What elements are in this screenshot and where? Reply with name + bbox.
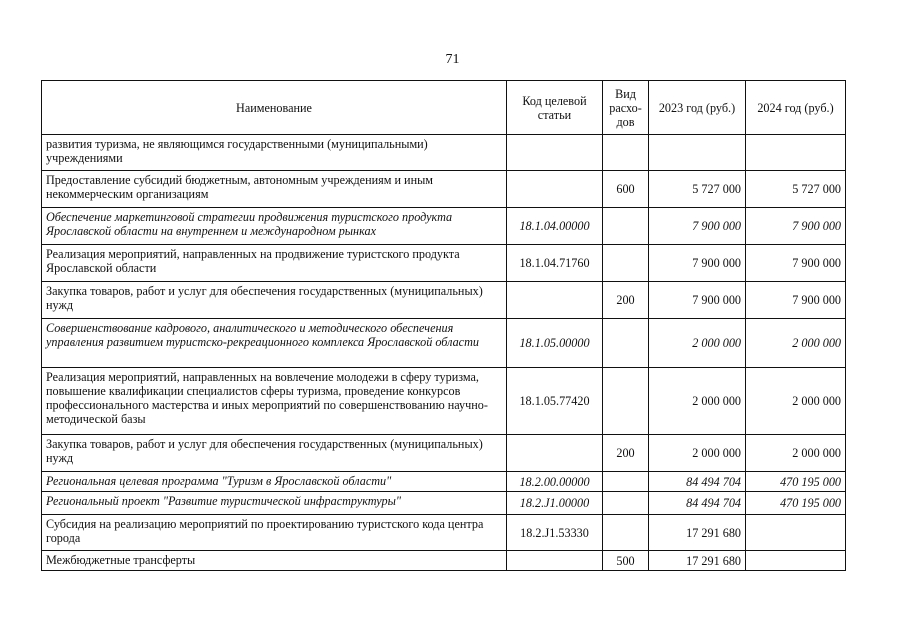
page-number: 71 [445, 52, 460, 67]
row-vid-cell: 600 [603, 171, 649, 208]
row-code-cell: 18.1.04.71760 [507, 245, 603, 282]
row-2023-cell: 2 000 000 [649, 368, 746, 435]
table-row [42, 171, 846, 208]
row-2023-cell [649, 135, 746, 171]
table-body [42, 135, 846, 571]
row-2023-cell: 17 291 680 [649, 551, 746, 571]
row-code-cell [507, 435, 603, 472]
row-vid-cell [603, 245, 649, 282]
row-vid-cell [603, 368, 649, 435]
row-vid-cell [603, 515, 649, 551]
row-name-cell: Межбюджетные трансферты [42, 551, 507, 571]
row-2024-cell [746, 551, 846, 571]
table-row [42, 551, 846, 571]
row-name-cell: Закупка товаров, работ и услуг для обеспечения государственных (муниципальных) нужд [42, 435, 507, 472]
row-vid-cell [603, 472, 649, 492]
table-row [42, 208, 846, 245]
row-code-cell [507, 135, 603, 171]
table-row [42, 319, 846, 368]
row-vid-cell: 200 [603, 435, 649, 472]
row-2024-cell: 470 195 000 [746, 472, 846, 492]
row-name-cell: Предоставление субсидий бюджетным, автономным учреждениям и иным некоммерческим организациям [42, 171, 507, 208]
row-vid-cell [603, 319, 649, 368]
row-code-cell: 18.1.05.00000 [507, 319, 603, 368]
row-code-cell: 18.2.J1.53330 [507, 515, 603, 551]
row-2023-cell: 84 494 704 [649, 472, 746, 492]
row-2023-cell: 2 000 000 [649, 435, 746, 472]
row-2024-cell: 2 000 000 [746, 368, 846, 435]
table-row [42, 515, 846, 551]
table-row [42, 472, 846, 492]
table-row [42, 245, 846, 282]
row-2023-cell: 84 494 704 [649, 492, 746, 515]
row-name-cell: Реализация мероприятий, направленных на продвижение туристского продукта Ярославской области [42, 245, 507, 282]
row-2024-cell: 2 000 000 [746, 319, 846, 368]
header-2024: 2024 год (руб.) [746, 81, 846, 135]
row-2024-cell: 7 900 000 [746, 245, 846, 282]
row-2023-cell: 7 900 000 [649, 282, 746, 319]
row-code-cell [507, 171, 603, 208]
row-2023-cell: 7 900 000 [649, 208, 746, 245]
header-vid: Вид расхо-дов [603, 81, 649, 135]
row-2023-cell: 17 291 680 [649, 515, 746, 551]
row-name-cell: Реализация мероприятий, направленных на вовлечение молодежи в сферу туризма, повышение квалификации специалистов сферы туризма, проведение конкурсов профессионального мастерства и иных мероприятий по совершенствованию научно-методической базы [42, 368, 507, 435]
table-row [42, 492, 846, 515]
row-name-cell: Совершенствование кадрового, аналитического и методического обеспечения управления развитием туристско-рекреационного комплекса Ярославской области [42, 319, 507, 368]
row-vid-cell: 500 [603, 551, 649, 571]
row-code-cell: 18.2.00.00000 [507, 472, 603, 492]
row-2024-cell [746, 515, 846, 551]
table-row [42, 435, 846, 472]
row-code-cell: 18.1.04.00000 [507, 208, 603, 245]
row-name-cell: Субсидия на реализацию мероприятий по проектированию туристского кода центра города [42, 515, 507, 551]
row-2024-cell: 470 195 000 [746, 492, 846, 515]
row-vid-cell [603, 492, 649, 515]
row-code-cell: 18.2.J1.00000 [507, 492, 603, 515]
row-code-cell [507, 551, 603, 571]
row-name-cell: Региональный проект "Развитие туристической инфраструктуры" [42, 492, 507, 515]
header-code: Код целевой статьи [507, 81, 603, 135]
budget-table [41, 80, 846, 571]
table-row [42, 282, 846, 319]
row-name-cell: развития туризма, не являющимся государственными (муниципальными) учреждениями [42, 135, 507, 171]
table-row [42, 135, 846, 171]
row-2024-cell [746, 135, 846, 171]
header-2023: 2023 год (руб.) [649, 81, 746, 135]
row-2023-cell: 7 900 000 [649, 245, 746, 282]
row-vid-cell: 200 [603, 282, 649, 319]
row-name-cell: Закупка товаров, работ и услуг для обеспечения государственных (муниципальных) нужд [42, 282, 507, 319]
row-vid-cell [603, 135, 649, 171]
row-2023-cell: 2 000 000 [649, 319, 746, 368]
row-code-cell [507, 282, 603, 319]
row-2023-cell: 5 727 000 [649, 171, 746, 208]
table-header-row [42, 81, 846, 135]
row-vid-cell [603, 208, 649, 245]
header-name: Наименование [42, 81, 507, 135]
row-name-cell: Обеспечение маркетинговой стратегии продвижения туристского продукта Ярославской области на внутреннем и международном рынках [42, 208, 507, 245]
row-name-cell: Региональная целевая программа "Туризм в Ярославской области" [42, 472, 507, 492]
row-2024-cell: 7 900 000 [746, 208, 846, 245]
row-2024-cell: 7 900 000 [746, 282, 846, 319]
row-2024-cell: 2 000 000 [746, 435, 846, 472]
row-code-cell: 18.1.05.77420 [507, 368, 603, 435]
row-2024-cell: 5 727 000 [746, 171, 846, 208]
table-row [42, 368, 846, 435]
